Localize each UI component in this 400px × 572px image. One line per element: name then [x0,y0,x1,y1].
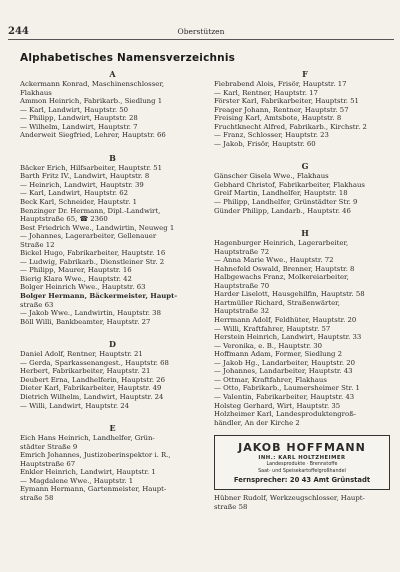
ad-owner: INH.: KARL HOLTZHEIMER [258,455,346,462]
directory-entry: Bäcker Erich, Hilfsarbeiter, Hauptstr. 51 [20,163,163,172]
directory-entry: Hauptstraße 70 [214,281,270,290]
directory-entry: Halbgewachs Franz, Molkereiarbeiter, [214,273,349,282]
section-gap [20,410,205,422]
section-letter: G [301,161,309,172]
section-letter: D [109,339,116,350]
ad-phone: Fernsprecher: 20 43 Amt Grünstadt [233,476,371,485]
ad-line-products: Landesprodukte · Brennstoffe [266,462,338,468]
directory-entry: — Karl, Landwirt, Hauptstr. 50 [20,105,129,114]
page-header [8,26,394,38]
directory-entry: — Valentin, Fabrikarbeiter, Hauptstr. 43 [214,392,355,401]
directory-entry: Hauptstraße 67 [20,459,76,468]
directory-entry: — Wilhelm, Landwirt, Hauptstr. 7 [20,122,138,131]
page-number: 244 [8,26,29,37]
directory-entry: straße 58 [20,493,54,502]
directory-entry: straße 63 [20,300,54,309]
directory-entry: Hübner Rudolf, Werkzeugschlosser, Haupt- [214,494,365,503]
ad-brand: JAKOB HOFFMANN [238,441,366,455]
directory-entry: — Philipp, Landwirt, Hauptstr. 28 [20,114,138,123]
directory-entry: Dieter Karl, Fabrikarbeiter, Hauptstr. 49 [20,384,162,393]
directory-entry: Herstein Heinrich, Landwirt, Hauptstr. 33 [214,333,362,342]
running-head: Oberstützen [177,27,225,36]
directory-entry: — Heinrich, Landwirt, Hauptstr. 39 [20,180,144,189]
directory-entry: Flakhaus [20,88,52,97]
directory-entry: — Jakob, Frisör, Hauptstr. 60 [214,139,316,148]
directory-entry: Hahnefeld Oswald, Brenner, Hauptstr. 8 [214,264,355,273]
directory-entry: — Johannes, Lagerarbeiter, Gellenauer [20,232,157,241]
directory-entry: Enkler Heinrich, Landwirt, Hauptstr. 1 [20,468,156,477]
section-letter: F [302,69,308,79]
directory-entry: Fiebrabend Alois, Frisör, Hauptstr. 17 [214,80,347,88]
directory-entry: — Ludwig, Fabrikarb., Dienstleiner Str. 2 [20,257,165,266]
directory-entry: Ackermann Konrad, Maschinenschlosser, [20,80,165,88]
directory-entry: Daniel Adolf, Rentner, Hauptstr. 21 [20,350,143,359]
directory-entry: Beck Karl, Schneider, Hauptstr. 1 [20,198,137,207]
directory-entry: Barth Fritz IV., Landwirt, Hauptstr. 8 [20,172,150,181]
directory-entry: Gänscher Gisela Wwe., Flakhaus [214,172,329,181]
section-letter: A [109,69,116,79]
directory-entry: — Magdalene Wwe., Hauptstr. 1 [20,476,134,485]
section-letter: B [109,152,116,163]
left-column [20,68,205,502]
directory-entry: Hagenburger Heinrich, Lagerarbeiter, [214,239,349,248]
section-gap [20,140,205,152]
section-gap [214,215,396,227]
advertisement-box [214,435,390,490]
directory-entry: Böll Willi, Bankbeamter, Hauptstr. 27 [20,317,151,326]
directory-entry: Günder Philipp, Landarb., Hauptstr. 46 [214,206,351,215]
directory-entry: Hauptstraße 32 [214,307,270,316]
section-gap [214,148,396,160]
directory-entry: städter Straße 9 [20,442,78,451]
directory-entry: Eymann Hermann, Gartenmeister, Haupt- [20,485,167,494]
header-rule [8,39,394,40]
directory-entry: — Philipp, Maurer, Hauptstr. 16 [20,266,132,275]
ad-line-wholesale: Saat- und Speisekartoffelgroßhandel [258,468,346,474]
directory-entry: Holsteg Gerhard, Wirt, Hauptstr. 35 [214,401,341,410]
directory-entry: Deubert Erna, Landhelferin, Hauptstr. 26 [20,375,165,384]
directory-entry: Emrich Johannes, Justizoberinspektor i. R., [20,451,171,460]
directory-entry: — Gerda, Sparkassenangest., Hauptstr. 68 [20,358,169,367]
directory-entry: Herrmann Adolf, Feldhüter, Hauptstr. 20 [214,316,357,325]
directory-entry: — Veronika, e. B., Hauptstr. 30 [214,341,323,350]
directory-entry: Benzinger Dr. Hermann, Dipl.-Landwirt, [20,206,161,215]
directory-entry: — Otto, Fabrikarb., Laumersheimer Str. 1 [214,384,360,393]
directory-entry: Harder Liselott, Hausgehilfin, Hauptstr. 58 [214,290,365,299]
directory-entry: Herbert, Fabrikarbeiter, Hauptstr. 21 [20,367,151,376]
directory-entry: Holzheimer Karl, Landesproduktengroß- [214,410,357,419]
directory-entry: Hoffmann Adam, Former, Siedlung 2 [214,350,343,359]
directory-entry: — Johannes, Landarbeiter, Hauptstr. 43 [214,367,353,376]
directory-entry: straße 58 [214,502,248,511]
directory-entry: — Karl, Landwirt, Hauptstr. 62 [20,189,129,198]
directory-entry: — Jakob Hg., Landarbeiter, Hauptstr. 20 [214,358,355,367]
page-title: Alphabetisches Namensverzeichnis [20,52,236,64]
directory-entry: Hauptstraße 72 [214,247,270,256]
directory-entry: — Karl, Rentner, Hauptstr. 17 [214,88,318,97]
directory-entry: Eich Hans Heinrich, Landhelfer, Grün- [20,434,155,443]
directory-entry: — Philipp, Landhelfer, Grünstädter Str. 9 [214,198,358,207]
directory-entry: Freager Johann, Rentner, Hauptstr. 57 [214,105,349,114]
section-letter: E [109,423,116,434]
directory-entry: Hartmüller Richard, Straßenwärter, [214,298,340,307]
directory-entry: — Jakob Wwe., Landwirtin, Hauptstr. 38 [20,309,161,318]
directory-entry: Bolger Hermann, Bäckermeister, Haupt- [20,292,178,301]
directory-entry: — Franz, Schlosser, Hauptstr. 23 [214,131,329,140]
directory-entry: — Willi, Kraftfahrer, Hauptstr. 57 [214,324,331,333]
section-letter: H [301,228,309,239]
section-gap [20,326,205,338]
directory-entry: Freising Karl, Amtsbote, Hauptstr. 8 [214,114,342,123]
directory-entry: Best Friedrich Wwe., Landwirtin, Neuweg 1 [20,223,175,232]
directory-entry: Greif Martin, Landhelfer, Hauptstr. 18 [214,189,348,198]
directory-entry: Hauptstraße 65, ☎ 2360 [20,215,108,224]
right-column [214,68,396,511]
directory-entry: — Anna Marie Wwe., Hauptstr. 72 [214,256,334,265]
directory-entry: — Ottmar, Kraftfahrer, Flakhaus [214,375,327,384]
directory-entry: Bickel Hugo, Fabrikarbeiter, Hauptstr. 16 [20,249,166,258]
directory-entry: Straße 12 [20,240,55,249]
directory-entry: händler, An der Kirche 2 [214,418,300,427]
directory-entry: Anderweit Siegfried, Lehrer, Hauptstr. 66 [20,131,166,140]
directory-entry: Dietrich Wilhelm, Landwirt, Hauptstr. 24 [20,392,164,401]
directory-entry: Bierig Klara Wwe., Hauptstr. 42 [20,274,132,283]
directory-entry: Ammon Heinrich, Fabrikarb., Siedlung 1 [20,97,163,106]
directory-entry: Fruchtknecht Alfred, Fabrikarb., Kirchstr. 2 [214,122,367,131]
directory-entry: Bolger Heinrich Wwe., Hauptstr. 63 [20,283,146,292]
directory-entry: Förster Karl, Fabrikarbeiter, Hauptstr. 51 [214,97,359,106]
directory-entry: — Willi, Landwirt, Hauptstr. 24 [20,401,130,410]
directory-entry: Gebhard Christof, Fabrikarbeiter, Flakhaus [214,180,365,189]
